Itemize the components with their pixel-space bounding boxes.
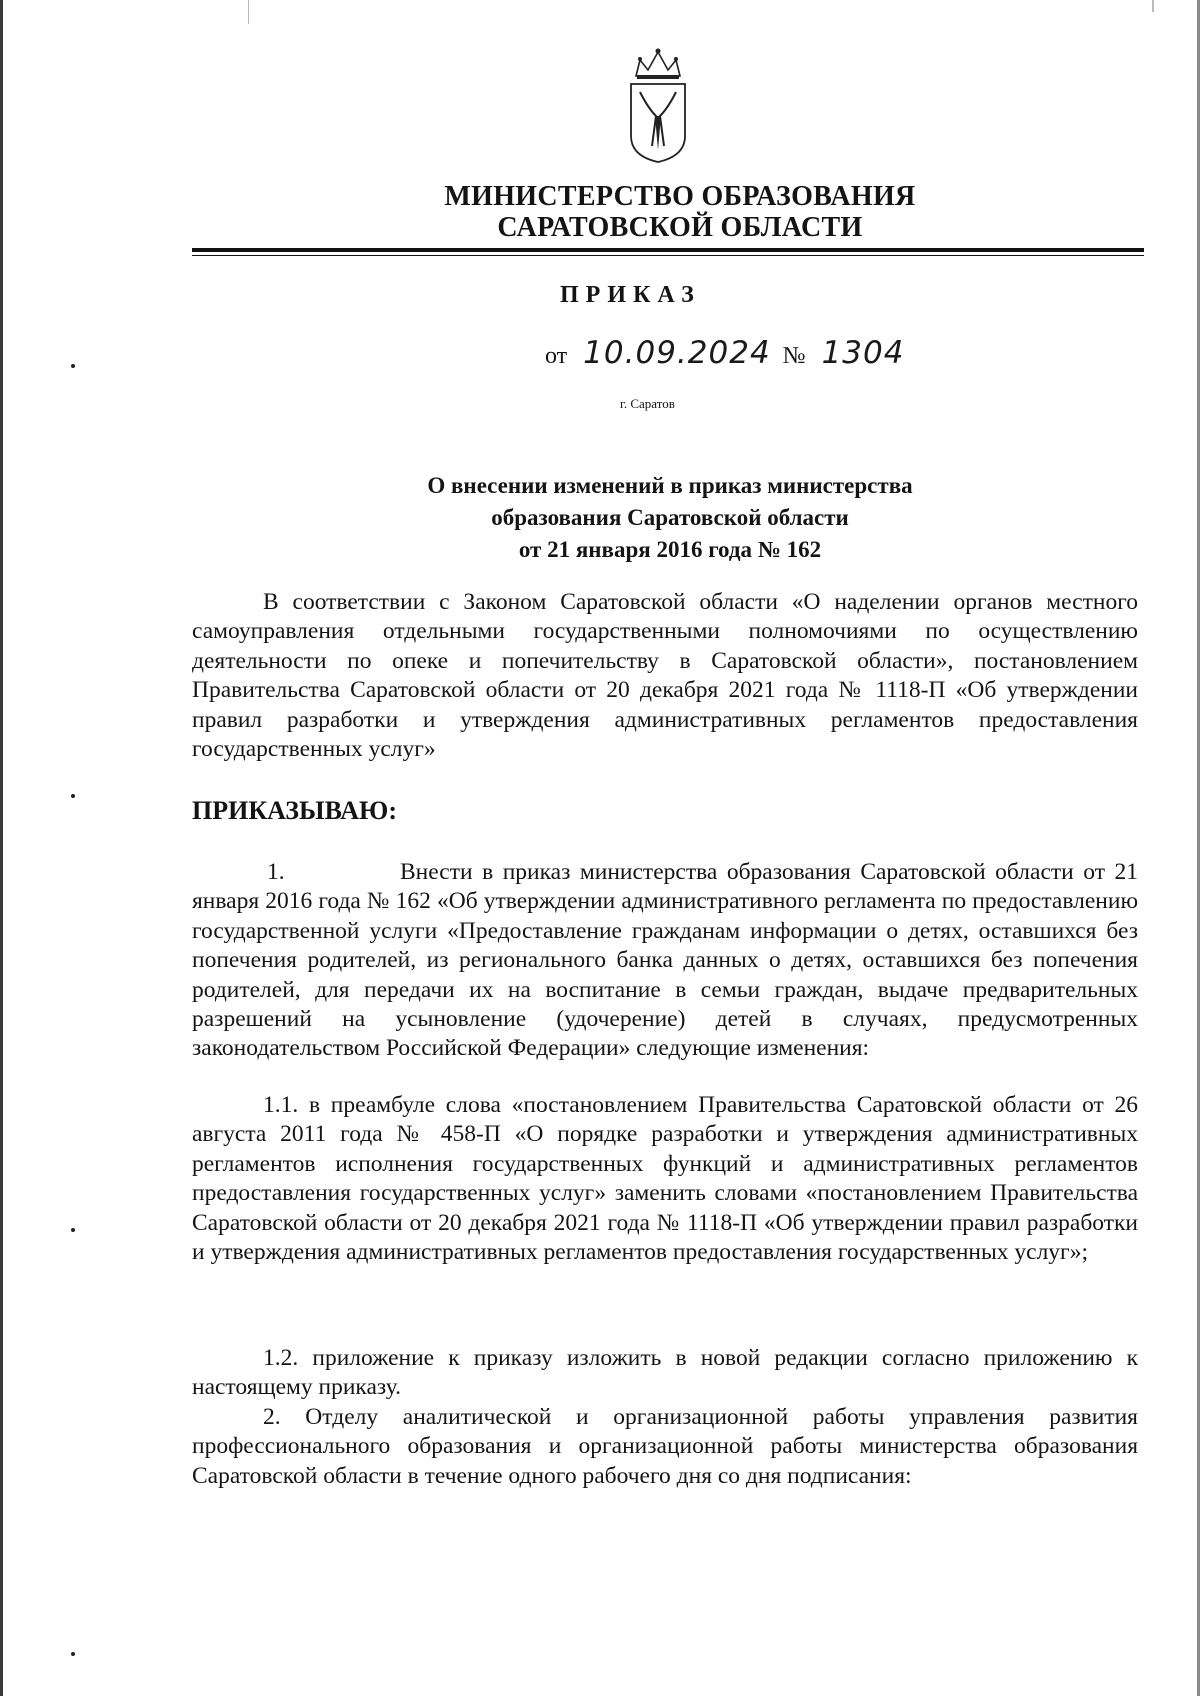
handwritten-date: 10.09.2024 [583,335,771,371]
coat-of-arms-emblem [628,46,688,164]
item-1-paragraph [192,858,1138,1064]
header-divider [192,248,1144,252]
document-type-title: ПРИКАЗ [560,282,701,308]
ministry-name-line2: САРАТОВСКОЙ ОБЛАСТИ [497,212,863,243]
subject-line: О внесении изменений в приказ министерства [427,473,913,498]
scan-speck [71,1652,75,1656]
scan-speck [71,794,75,798]
scan-speck [71,364,75,368]
ministry-name-line1: МИНИСТЕРСТВО ОБРАЗОВАНИЯ [444,181,916,212]
order-subject [300,470,1040,566]
decree-word: ПРИКАЗЫВАЮ: [192,796,397,825]
city-label: г. Саратов [620,396,675,411]
item-1-text: Внести в приказ министерства образования Саратовской области от 21 января 2016 года № 162 «Об утверждении административного регламента по предоставлению государственной услуги «Предоставление гражданам информации о детях, оставшихся без попечения родителей, из регионального банка данных о детях, оставшихся без попечения родителей, для передачи их на воспитание в семьи граждан, выдаче предварительных разрешений на усыновление (удочерение) детей в случаях, предусмотренных законодательством Российской Федерации» следующие изменения: [192,859,1138,1062]
item-2-paragraph: 2. Отделу аналитической и организационной работы управления развития профессионального образования и организационной работы министерства образования Саратовской области в течение одного рабочего дня со дня подписания: [192,1404,1138,1489]
preamble-paragraph: В соответствии с Законом Саратовской области «О наделении органов местного самоуправления отдельными государственными полномочиями по осуществлению деятельности по опеке и попечительству в Саратовской области», постановлением Правительства Саратовской области от 20 декабря 2021 года № 1118-П «Об утверждении правил разработки и утверждения административных регламентов предоставления государственных услуг» [192,589,1138,763]
scan-speck [71,1228,75,1232]
handwritten-number: 1304 [821,335,905,371]
scan-mark [248,0,249,24]
item-1-number: 1. [267,859,285,885]
header-divider-thin [192,255,1144,256]
scan-mark [1152,0,1154,12]
date-prefix: от [545,343,568,369]
number-prefix: № [782,343,806,369]
item-1-1-paragraph: 1.1. в преамбуле слова «постановлением Правительства Саратовской области от 26 августа 2011 года № 458-П «О порядке разработки и утверждения административных регламентов исполнения государственных функций и административных регламентов предоставления государственных услуг» заменить словами «постановлением Правительства Саратовской области от 20 декабря 2021 года № 1118-П «Об утверждении правил разработки и утверждения административных регламентов предоставления государственных услуг»; [192,1092,1138,1266]
item-1-2-paragraph: 1.2. приложение к приказу изложить в новой редакции согласно приложению к настоящему приказу. [192,1345,1138,1401]
scan-left-edge [0,0,3,1696]
subject-line: образования Саратовской области [491,505,849,530]
subject-line: от 21 января 2016 года № 162 [518,537,822,562]
date-number-row [545,335,904,371]
